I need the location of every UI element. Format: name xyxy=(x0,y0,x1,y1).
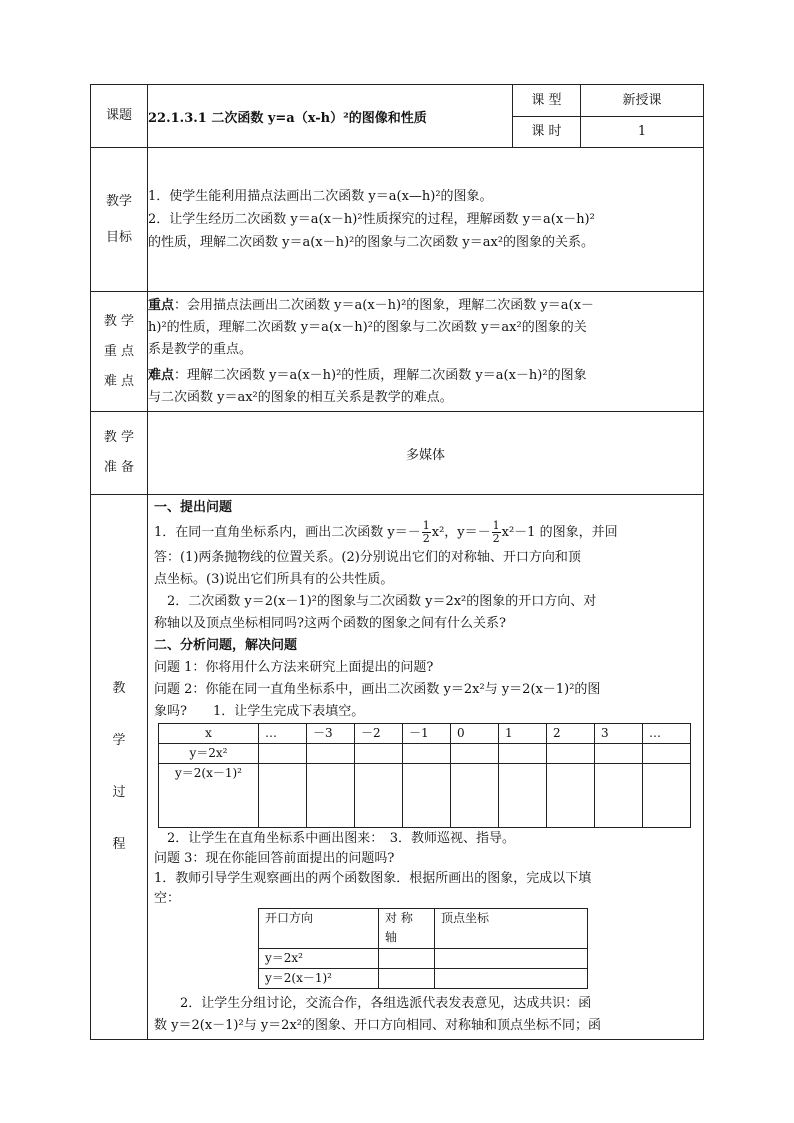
table-row: y＝2x² xyxy=(259,949,588,969)
table-row: 开口方向 对 称 轴 顶点坐标 xyxy=(259,909,588,949)
section-1-title: 一、提出问题 xyxy=(154,500,233,515)
table-row: x … －3 －2 －1 0 1 2 3 … xyxy=(159,724,691,744)
property-table xyxy=(258,908,588,989)
difficulty-title: 难点 xyxy=(148,367,175,383)
key-title: 重点 xyxy=(148,297,175,313)
table-row: y＝2(x－1)² xyxy=(259,969,588,989)
lesson-plan-table xyxy=(90,84,704,1040)
goal-line-2: 2．让学生经历二次函数 y＝a(x－h)²性质探究的过程，理解函数 y＝a(x－h)² xyxy=(148,212,595,227)
type-label: 课 型 xyxy=(513,85,581,117)
process-label: 教 学 过 程 xyxy=(91,495,148,1040)
goals-content xyxy=(148,148,704,292)
goal-line-3: 的性质，理解二次函数 y＝a(x－h)²的图象与二次函数 y＝ax²的图象的关系。 xyxy=(148,235,595,250)
process-content: 一、提出问题 1．在同一直角坐标系内，画出二次函数 y＝－ $\frac{1}{2}$ x²，y＝－ $\frac{1}{2}$ x²－1 的图象，并回 答：(1)两条抛物线的位置关系。(2)分别说出它们的对称轴、开口方向和顶 点坐标。(3)说出它们所具有的公共性质。 2．二次函数 y＝2(x－1)²的图象与二次函数 y＝2x²的图象的开口方向、对 称轴以及顶点坐标相同吗?这两个函数的图象之间有什么关系? 二、分析问题，解决问题 问题 1：你将用什么方法来研究上面提出的问题? 问题 2：你能在同一直角坐标系中，画出二次函数 y＝2x²与 y＝2(x－1)²的图 象吗? 1．让学生完成下表填空。 x … －3 －2 －1 0 1 2 3 … y＝2x² y＝2(x－1)² 2．让学生在直角坐标系中画出图来： 3．教师巡视、指导。 问题 3：现在你能回答前面提出的问题吗? 1．教师引导学生观察画出的两个函数图象．根据所画出的图象，完成以下填 空： 开口方向 对 称 轴 顶点坐标 y＝2x² y＝2(x－1)² 2．让学生分组讨论，交流合作，各组选派代表发表意见，达成共识：函 数 y＝2(x－1)²与 y＝2x²的图象、开口方向相同、对称轴和顶点坐标不同；函 xyxy=(148,495,704,1040)
value-table xyxy=(158,723,691,828)
goal-line-1: 1．使学生能利用描点法画出二次函数 y＝a(x—h)²的图象。 xyxy=(148,189,493,204)
topic-label: 课题 xyxy=(91,85,148,148)
hours-label: 课 时 xyxy=(513,117,581,148)
keypoints-content: 重点：会用描点法画出二次函数 y＝a(x－h)²的图象，理解二次函数 y＝a(x－ h)²的性质，理解二次函数 y＝a(x－h)²的图象与二次函数 y＝ax²的图象的关 系是教学的重点。 难点：理解二次函数 y＝a(x－h)²的性质，理解二次函数 y＝a(x－h)²的图象 与二次函数 y＝ax²的图象的相互关系是教学的难点。 xyxy=(148,292,704,412)
type-value: 新授课 xyxy=(581,85,704,117)
table-row: y＝2x² xyxy=(159,744,691,764)
prep-label: 教 学 准 备 xyxy=(91,412,148,495)
keypoints-label: 教 学 重 点 难 点 xyxy=(91,292,148,412)
prep-value: 多媒体 xyxy=(148,412,704,495)
section-2-title: 二、分析问题，解决问题 xyxy=(154,638,298,653)
question-1-line-1: 1．在同一直角坐标系内，画出二次函数 y＝－ $\frac{1}{2}$ x²，y＝－ $\frac{1}{2}$ x²－1 的图象，并回 xyxy=(154,519,618,545)
goals-label: 教学 目标 xyxy=(91,148,148,292)
fraction-half-2: $\frac{1}{2}$ xyxy=(492,519,500,545)
table-row: y＝2(x－1)² xyxy=(159,764,691,828)
topic-title: 22.1.3.1 二次函数 y=a（x-h）²的图像和性质 xyxy=(148,85,513,148)
fraction-half-1: $\frac{1}{2}$ xyxy=(422,519,430,545)
hours-value: 1 xyxy=(581,117,704,148)
